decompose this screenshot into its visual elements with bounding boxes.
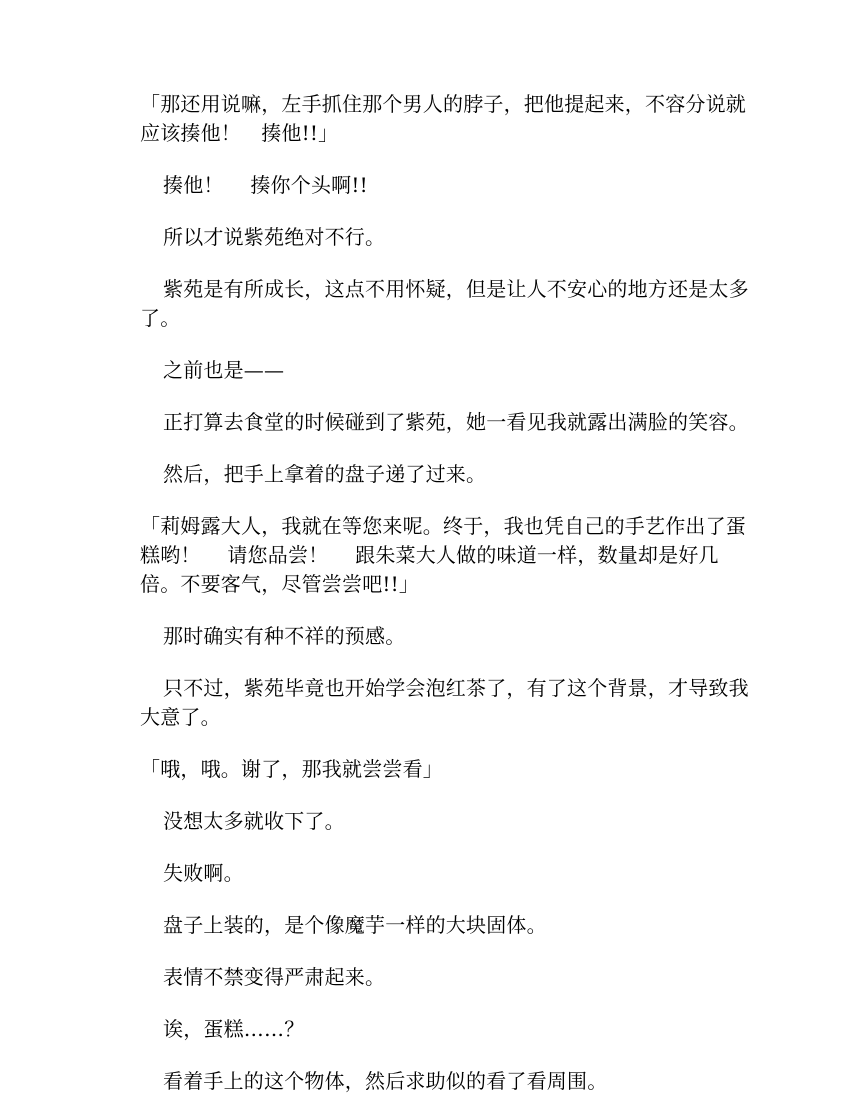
- paragraph: 盘子上装的，是个像魔芋一样的大块固体。: [163, 913, 547, 937]
- body-text: [140, 90, 755, 1119]
- paragraph: 「哦，哦。谢了，那我就尝尝看」: [140, 757, 443, 781]
- paragraph: 正打算去食堂的时候碰到了紫苑，她一看见我就露出满脸的笑容。: [163, 410, 749, 434]
- paragraph: 紫苑是有所成长，这点不用怀疑，但是让人不安心的地方还是太多了。: [140, 277, 749, 330]
- paragraph: 所以才说紫苑绝对不行。: [163, 225, 386, 249]
- paragraph: 只不过，紫苑毕竟也开始学会泡红茶了，有了这个背景，才导致我大意了。: [140, 676, 749, 729]
- paragraph: 之前也是——: [163, 358, 285, 382]
- paragraph: 然后，把手上拿着的盘子递了过来。: [163, 462, 487, 486]
- paragraph: 失败啊。: [163, 861, 244, 885]
- paragraph: 那时确实有种不祥的预感。: [163, 624, 406, 648]
- paragraph: 揍他！ 揍你个头啊!!: [163, 173, 368, 197]
- paragraph: 表情不禁变得严肃起来。: [163, 965, 386, 989]
- paragraph: 诶，蛋糕……？: [163, 1017, 305, 1041]
- paragraph: 看着手上的这个物体，然后求助似的看了看周围。: [163, 1069, 608, 1093]
- paragraph: 「那还用说嘛，左手抓住那个男人的脖子，把他提起来，不容分说就应该揍他！ 揍他!!」: [140, 92, 746, 145]
- paragraph: 没想太多就收下了。: [163, 809, 345, 833]
- paragraph: 「莉姆露大人，我就在等您来呢。终于，我也凭自己的手艺作出了蛋糕哟！ 请您品尝！ 跟朱菜大人做的味道一样，数量却是好几倍。不要客气，尽管尝尝吧!!」: [140, 514, 746, 596]
